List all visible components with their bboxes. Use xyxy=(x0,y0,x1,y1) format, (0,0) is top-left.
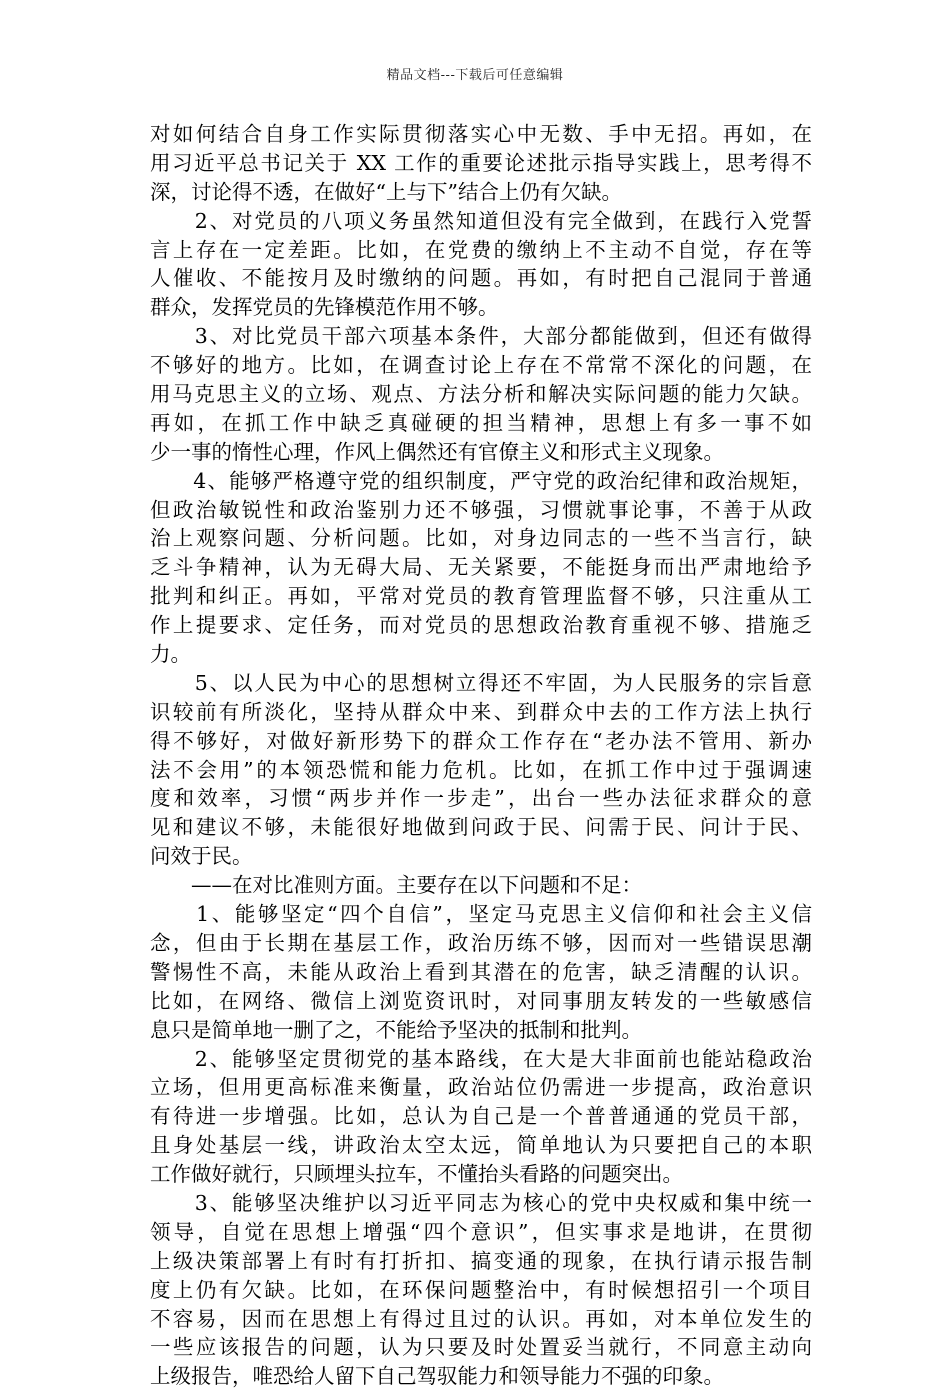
text-line: 用马克思主义的立场、观点、方法分析和解决实际问题的能力欠缺。 xyxy=(150,382,812,407)
text-line: 用习近平总书记关于 XX 工作的重要论述批示指导实践上，思考得不 xyxy=(150,150,812,175)
text-line: 见和建议不够，未能很好地做到问政于民、问需于民、问计于民、 xyxy=(150,815,812,840)
text-line: 再如，在抓工作中缺乏真碰硬的担当精神，思想上有多一事不如 xyxy=(150,410,812,435)
text-line: 2、能够坚定贯彻党的基本路线，在大是大非面前也能站稳政治 xyxy=(150,1046,812,1071)
text-line: 上级决策部署上有时有打折扣、搞变通的现象，在执行请示报告制 xyxy=(150,1248,812,1273)
text-line: 立场，但用更高标准来衡量，政治站位仍需进一步提高，政治意识 xyxy=(150,1075,812,1100)
text-line: 力。 xyxy=(150,642,191,667)
text-line: 不容易，因而在思想上有得过且过的认识。再如，对本单位发生的 xyxy=(150,1306,812,1331)
text-line: 4、能够严格遵守党的组织制度，严守党的政治纪律和政治规矩， xyxy=(150,468,812,493)
text-line: 对如何结合自身工作实际贯彻落实心中无数、手中无招。再如，在 xyxy=(150,122,812,146)
text-line: 但政治敏锐性和政治鉴别力还不够强，习惯就事论事，不善于从政 xyxy=(150,497,812,522)
text-line: 一些应该报告的问题，认为只要及时处置妥当就行，不同意主动向 xyxy=(150,1335,812,1360)
text-line: ——在对比准则方面。主要存在以下问题和不足： xyxy=(150,873,642,898)
text-line: 深，讨论得不透，在做好“上与下”结合上仍有欠缺。 xyxy=(150,179,622,204)
text-line: 乏斗争精神，认为无碍大局、无关紧要，不能挺身而出严肃地给予 xyxy=(150,555,812,580)
text-line: 识较前有所淡化，坚持从群众中来、到群众中去的工作方法上执行 xyxy=(150,699,812,724)
text-line: 度和效率，习惯“两步并作一步走”，出台一些办法征求群众的意 xyxy=(150,786,812,811)
text-line: 3、对比党员干部六项基本条件，大部分都能做到，但还有做得 xyxy=(150,324,812,349)
text-line: 念，但由于长期在基层工作，政治历练不够，因而对一些错误思潮 xyxy=(150,930,812,955)
text-line: 工作做好就行，只顾埋头拉车，不懂抬头看路的问题突出。 xyxy=(150,1162,683,1187)
text-line: 不够好的地方。比如，在调查讨论上存在不常常不深化的问题，在 xyxy=(150,353,812,378)
text-line: 2、对党员的八项义务虽然知道但没有完全做到，在践行入党誓 xyxy=(150,208,812,233)
text-line: 问效于民。 xyxy=(150,844,253,869)
text-line: 作上提要求、定任务，而对党员的思想政治教育重视不够、措施乏 xyxy=(150,613,812,638)
text-line: 治上观察问题、分析问题。比如，对身边同志的一些不当言行，缺 xyxy=(150,526,812,551)
text-line: 1、能够坚定“四个自信”，坚定马克思主义信仰和社会主义信 xyxy=(150,902,812,927)
text-line: 且身处基层一线，讲政治太空太远，简单地认为只要把自己的本职 xyxy=(150,1133,812,1158)
text-line: 比如，在网络、微信上浏览资讯时，对同事朋友转发的一些敏感信 xyxy=(150,988,812,1013)
text-line: 警惕性不高，未能从政治上看到其潜在的危害，缺乏清醒的认识。 xyxy=(150,959,812,984)
text-line: 法不会用”的本领恐慌和能力危机。比如，在抓工作中过于强调速 xyxy=(150,757,812,782)
text-line: 度上仍有欠缺。比如，在环保问题整治中，有时候想招引一个项目 xyxy=(150,1277,812,1302)
text-line: 上级报告，唯恐给人留下自己驾驭能力和领导能力不强的印象。 xyxy=(150,1364,724,1389)
text-line: 少一事的惰性心理，作风上偶然还有官僚主义和形式主义现象。 xyxy=(150,439,724,464)
text-line: 有待进一步增强。比如，总认为自己是一个普普通通的党员干部， xyxy=(150,1104,812,1129)
text-line: 批判和纠正。再如，平常对党员的教育管理监督不够，只注重从工 xyxy=(150,584,812,609)
text-line: 人催收、不能按月及时缴纳的问题。再如，有时把自己混同于普通 xyxy=(150,266,812,291)
page-header: 精品文档---下载后可任意编辑 xyxy=(386,68,564,83)
text-line: 群众，发挥党员的先锋模范作用不够。 xyxy=(150,295,499,320)
text-line: 5、以人民为中心的思想树立得还不牢固，为人民服务的宗旨意 xyxy=(150,670,812,695)
text-line: 3、能够坚决维护以习近平同志为核心的党中央权威和集中统一 xyxy=(150,1190,812,1215)
text-line: 息只是简单地一删了之，不能给予坚决的抵制和批判。 xyxy=(150,1017,642,1042)
text-line: 得不够好，对做好新形势下的群众工作存在“老办法不管用、新办 xyxy=(150,728,812,753)
text-line: 领导，自觉在思想上增强“四个意识”，但实事求是地讲，在贯彻 xyxy=(150,1219,812,1244)
text-line: 言上存在一定差距。比如，在党费的缴纳上不主动不自觉，存在等 xyxy=(150,237,812,262)
document-body xyxy=(150,120,812,1391)
